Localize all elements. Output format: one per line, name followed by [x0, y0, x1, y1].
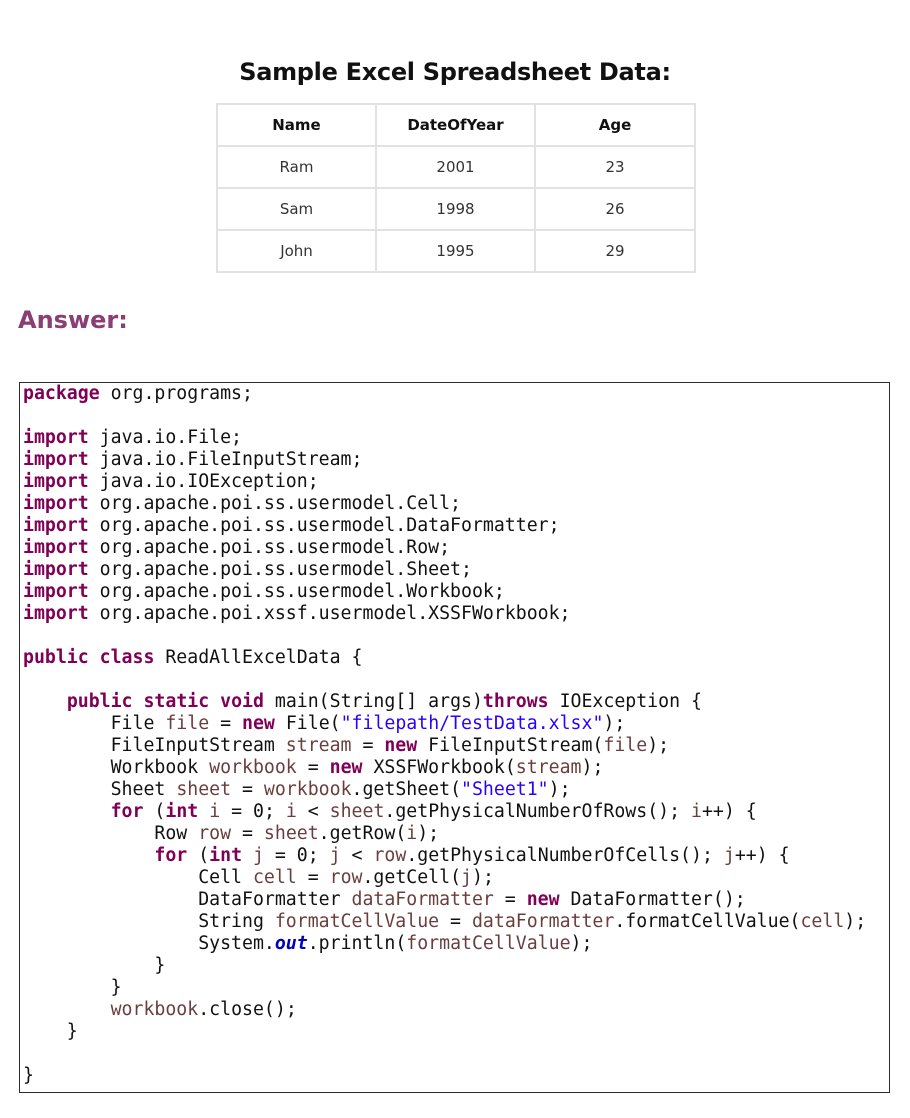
code-line [23, 911, 866, 933]
table-row [217, 230, 695, 272]
code-text: IOException { [559, 691, 702, 712]
code-variable: file [603, 735, 648, 756]
code-text [242, 845, 253, 866]
table-cell: Sam [217, 188, 376, 230]
code-line [23, 647, 866, 669]
code-text: DataFormatter(); [570, 889, 746, 910]
table-cell: 1998 [376, 188, 535, 230]
code-line [23, 713, 866, 735]
code-string: "filepath/TestData.xlsx" [340, 713, 604, 734]
code-text: .formatCellValue( [614, 911, 801, 932]
column-header-dateofyear: DateOfYear [376, 104, 535, 146]
code-keyword: import [23, 603, 100, 624]
code-variable: dataFormatter [471, 911, 615, 932]
code-keyword: import [23, 427, 100, 448]
code-keyword: public [66, 691, 144, 712]
code-line [23, 1065, 866, 1087]
table-cell: 1995 [376, 230, 535, 272]
code-variable: j [461, 867, 472, 888]
code-variable: i [406, 823, 418, 844]
code-text: Workbook [23, 757, 210, 778]
code-text: ); [844, 911, 867, 932]
code-line [23, 955, 866, 977]
code-text: = [296, 757, 330, 778]
code-text: ReadAllExcelData { [165, 647, 363, 668]
table-cell: 23 [535, 146, 695, 188]
code-text: File( [285, 713, 341, 734]
code-text: } [23, 977, 122, 998]
code-text: = [296, 867, 330, 888]
code-line [23, 471, 866, 493]
code-variable: i [285, 801, 297, 822]
answer-label: Answer: [18, 306, 128, 334]
code-line [23, 669, 866, 691]
code-text: .getPhysicalNumberOfRows(); [384, 801, 692, 822]
code-listing [23, 383, 866, 1087]
code-variable: j [723, 845, 735, 866]
spreadsheet-table [216, 103, 696, 273]
code-line [23, 823, 866, 845]
code-text: = [231, 779, 264, 800]
code-variable: workbook [209, 757, 297, 778]
code-field: out [274, 933, 308, 954]
code-text: } [23, 1065, 34, 1086]
table-cell: 2001 [376, 146, 535, 188]
code-keyword: throws [482, 691, 560, 712]
code-block [19, 382, 890, 1093]
code-text: java.io.FileInputStream; [99, 449, 363, 470]
code-variable: workbook [263, 779, 352, 800]
code-line [23, 493, 866, 515]
code-line [23, 427, 866, 449]
code-line [23, 735, 866, 757]
code-keyword: public [23, 647, 100, 668]
code-variable: file [165, 713, 210, 734]
code-text: java.io.IOException; [99, 471, 319, 492]
code-line [23, 845, 866, 867]
code-text: = 0; [220, 801, 286, 822]
code-text: .getCell( [362, 867, 462, 888]
code-line [23, 405, 866, 427]
code-text: .getSheet( [351, 779, 462, 800]
code-text: .getRow( [318, 823, 407, 844]
code-text: java.io.File; [99, 427, 243, 448]
code-text: ( [198, 845, 210, 866]
code-line [23, 625, 866, 647]
code-text: ); [603, 713, 626, 734]
code-keyword: static [143, 691, 221, 712]
code-keyword: import [23, 559, 100, 580]
table-cell: 26 [535, 188, 695, 230]
code-line [23, 1021, 866, 1043]
code-text: FileInputStream [23, 735, 286, 756]
code-text: } [23, 1021, 78, 1042]
code-line [23, 559, 866, 581]
code-text [23, 801, 111, 822]
code-text: ++) { [701, 801, 757, 822]
code-line [23, 889, 866, 911]
column-header-name: Name [217, 104, 376, 146]
code-text: ); [581, 757, 604, 778]
code-keyword: new [329, 757, 374, 778]
code-text: XSSFWorkbook( [373, 757, 516, 778]
code-variable: j [329, 845, 341, 866]
code-text: Row [23, 823, 199, 844]
code-keyword: import [23, 493, 100, 514]
code-line [23, 1043, 866, 1065]
code-variable: formatCellValue [274, 911, 440, 932]
code-text: Cell [23, 867, 253, 888]
code-text: System. [23, 933, 275, 954]
code-text [198, 801, 209, 822]
code-text: ); [417, 823, 440, 844]
code-text: .close(); [198, 999, 297, 1020]
code-line [23, 515, 866, 537]
code-text: ++) { [734, 845, 790, 866]
code-text: = [493, 889, 527, 910]
code-keyword: int [209, 845, 243, 866]
code-variable: j [252, 845, 264, 866]
code-text: org.programs; [110, 383, 253, 404]
code-text: org.apache.poi.ss.usermodel.Row; [99, 537, 451, 558]
table-row [217, 188, 695, 230]
code-text: .println( [307, 933, 407, 954]
code-variable: formatCellValue [406, 933, 571, 954]
code-line [23, 581, 866, 603]
code-keyword: new [242, 713, 286, 734]
code-keyword: import [23, 581, 100, 602]
code-variable: row [373, 845, 407, 866]
code-keyword: void [220, 691, 275, 712]
code-text: String [23, 911, 275, 932]
code-text: ); [548, 779, 571, 800]
code-line [23, 867, 866, 889]
code-line [23, 999, 866, 1021]
table-header-row [217, 104, 695, 146]
code-keyword: package [23, 383, 111, 404]
code-variable: dataFormatter [351, 889, 494, 910]
code-keyword: int [165, 801, 199, 822]
code-variable: row [198, 823, 232, 844]
code-text [23, 691, 67, 712]
page-title: Sample Excel Spreadsheet Data: [239, 58, 671, 86]
code-text: org.apache.poi.ss.usermodel.Workbook; [99, 581, 505, 602]
code-text: org.apache.poi.ss.usermodel.Sheet; [99, 559, 472, 580]
code-text: = 0; [263, 845, 330, 866]
code-text: org.apache.poi.xssf.usermodel.XSSFWorkbook; [99, 603, 571, 624]
code-text: = [231, 823, 264, 844]
code-keyword: import [23, 537, 100, 558]
table-cell: 29 [535, 230, 695, 272]
code-text: } [23, 955, 166, 976]
code-text: org.apache.poi.ss.usermodel.DataFormatter; [99, 515, 560, 536]
code-keyword: for [110, 801, 155, 822]
code-string: "Sheet1" [461, 779, 549, 800]
code-line [23, 977, 866, 999]
code-text: < [296, 801, 330, 822]
table-cell: Ram [217, 146, 376, 188]
code-text: = [209, 713, 243, 734]
code-variable: i [691, 801, 702, 822]
code-text: File [23, 713, 166, 734]
code-variable: cell [252, 867, 297, 888]
code-text: = [439, 911, 472, 932]
code-variable: sheet [329, 801, 385, 822]
code-variable: stream [515, 757, 582, 778]
table-cell: John [217, 230, 376, 272]
code-variable: cell [800, 911, 845, 932]
code-text: main(String[] args) [274, 691, 483, 712]
code-variable: i [209, 801, 221, 822]
table-row [217, 146, 695, 188]
code-line [23, 537, 866, 559]
code-text: FileInputStream( [428, 735, 604, 756]
code-keyword: import [23, 515, 100, 536]
code-text: Sheet [23, 779, 177, 800]
code-line [23, 603, 866, 625]
code-line [23, 757, 866, 779]
code-variable: workbook [110, 999, 199, 1020]
code-line [23, 933, 866, 955]
code-keyword: new [384, 735, 429, 756]
code-text: DataFormatter [23, 889, 352, 910]
code-text: ); [472, 867, 494, 888]
code-variable: row [329, 867, 363, 888]
code-text: = [351, 735, 385, 756]
code-text [23, 845, 154, 866]
code-keyword: class [99, 647, 166, 668]
code-keyword: new [526, 889, 571, 910]
code-line [23, 691, 866, 713]
code-variable: stream [285, 735, 352, 756]
code-line [23, 779, 866, 801]
code-text: .getPhysicalNumberOfCells(); [406, 845, 724, 866]
code-line [23, 383, 866, 405]
code-text: ); [647, 735, 670, 756]
column-header-age: Age [535, 104, 695, 146]
code-keyword: import [23, 471, 100, 492]
code-text: < [340, 845, 374, 866]
code-line [23, 801, 866, 823]
code-line [23, 449, 866, 471]
code-text: ); [570, 933, 593, 954]
code-variable: sheet [263, 823, 319, 844]
code-variable: sheet [176, 779, 232, 800]
code-text: org.apache.poi.ss.usermodel.Cell; [99, 493, 461, 514]
code-keyword: import [23, 449, 100, 470]
code-keyword: for [154, 845, 199, 866]
code-text: ( [154, 801, 166, 822]
code-text [23, 999, 111, 1020]
